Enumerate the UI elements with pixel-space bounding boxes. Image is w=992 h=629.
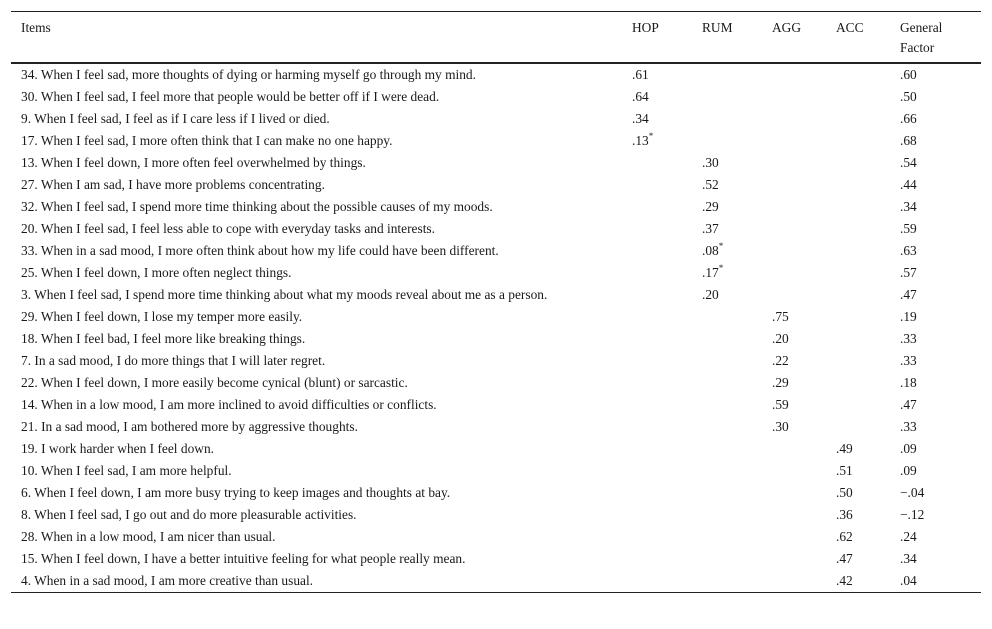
- acc-loading: [836, 571, 853, 591]
- item-text: 34. When I feel sad, more thoughts of dying or harming myself go through my mind.: [21, 67, 476, 82]
- acc-loading: [836, 505, 853, 525]
- general-value: −.12: [900, 507, 925, 522]
- table-row: [11, 64, 981, 86]
- acc-loading: [836, 527, 853, 547]
- item-text: 19. I work harder when I feel down.: [21, 441, 214, 456]
- general-value: .50: [900, 89, 917, 104]
- hop-loading: [632, 109, 649, 129]
- item-text: 25. When I feel down, I more often neglect things.: [21, 265, 292, 280]
- hop-value: .13: [632, 133, 649, 148]
- hop-value: .34: [632, 111, 649, 126]
- general-value: .60: [900, 67, 917, 82]
- header-acc: ACC: [836, 20, 864, 35]
- general-value: .19: [900, 309, 917, 324]
- rum-loading: [702, 175, 719, 195]
- item-text: 32. When I feel sad, I spend more time thinking about the possible causes of my moods.: [21, 199, 493, 214]
- general-value: .34: [900, 199, 917, 214]
- table-row: [11, 350, 981, 372]
- acc-value: .51: [836, 463, 853, 478]
- general-value: .33: [900, 331, 917, 346]
- agg-loading: [772, 329, 789, 349]
- agg-value: .20: [772, 331, 789, 346]
- rum-value: .30: [702, 155, 719, 170]
- item-text: 15. When I feel down, I have a better intuitive feeling for what people really mean.: [21, 551, 466, 566]
- table-row: [11, 526, 981, 548]
- agg-value: .75: [772, 309, 789, 324]
- significance-marker: *: [718, 263, 724, 273]
- general-loading: [900, 483, 924, 503]
- general-value: .24: [900, 529, 917, 544]
- table-body: [11, 64, 981, 592]
- table-row: [11, 108, 981, 130]
- rum-value: .52: [702, 177, 719, 192]
- acc-value: .36: [836, 507, 853, 522]
- item-text: 17. When I feel sad, I more often think that I can make no one happy.: [21, 133, 393, 148]
- table-row: [11, 130, 981, 152]
- table-row: [11, 504, 981, 526]
- agg-loading: [772, 395, 789, 415]
- general-loading: [900, 395, 917, 415]
- table-row: [11, 196, 981, 218]
- hop-value: .64: [632, 89, 649, 104]
- general-loading: [900, 307, 917, 327]
- general-loading: [900, 527, 917, 547]
- table-row: [11, 548, 981, 570]
- general-loading: [900, 241, 917, 261]
- general-value: .54: [900, 155, 917, 170]
- significance-marker: *: [718, 241, 724, 251]
- rum-value: .37: [702, 221, 719, 236]
- table-row: [11, 218, 981, 240]
- general-loading: [900, 131, 917, 151]
- item-text: 29. When I feel down, I lose my temper more easily.: [21, 309, 303, 324]
- hop-loading: [632, 131, 653, 151]
- acc-loading: [836, 439, 853, 459]
- item-text: 13. When I feel down, I more often feel overwhelmed by things.: [21, 155, 366, 170]
- item-text: 7. In a sad mood, I do more things that I will later regret.: [21, 353, 326, 368]
- general-loading: [900, 351, 917, 371]
- general-loading: [900, 197, 917, 217]
- item-text: 21. In a sad mood, I am bothered more by aggressive thoughts.: [21, 419, 358, 434]
- rum-loading: [702, 197, 719, 217]
- item-text: 18. When I feel bad, I feel more like breaking things.: [21, 331, 306, 346]
- table-row: [11, 306, 981, 328]
- general-value: .47: [900, 397, 917, 412]
- table-row: [11, 394, 981, 416]
- acc-value: .42: [836, 573, 853, 588]
- rum-value: .08: [702, 243, 719, 258]
- item-text: 33. When in a sad mood, I more often think about how my life could have been different.: [21, 243, 499, 258]
- general-value: −.04: [900, 485, 925, 500]
- item-text: 4. When in a sad mood, I am more creative than usual.: [21, 573, 314, 588]
- rum-value: .17: [702, 265, 719, 280]
- hop-loading: [632, 65, 649, 85]
- table-row: [11, 152, 981, 174]
- item-text: 20. When I feel sad, I feel less able to cope with everyday tasks and interests.: [21, 221, 435, 236]
- general-value: .34: [900, 551, 917, 566]
- general-loading: [900, 263, 917, 283]
- general-value: .04: [900, 573, 917, 588]
- agg-value: .59: [772, 397, 789, 412]
- item-text: 30. When I feel sad, I feel more that people would be better off if I were dead.: [21, 89, 440, 104]
- general-loading: [900, 417, 917, 437]
- table-row: [11, 328, 981, 350]
- table-row: [11, 262, 981, 284]
- general-value: .66: [900, 111, 917, 126]
- header-agg: AGG: [772, 20, 802, 35]
- table-row: [11, 460, 981, 482]
- header-general-factor: General Factor: [900, 20, 943, 55]
- table-row: [11, 86, 981, 108]
- general-loading: [900, 373, 917, 393]
- rum-loading: [702, 241, 723, 261]
- agg-value: .30: [772, 419, 789, 434]
- acc-value: .47: [836, 551, 853, 566]
- general-value: .33: [900, 353, 917, 368]
- item-text: 3. When I feel sad, I spend more time thinking about what my moods reveal about me as a person.: [21, 287, 548, 302]
- rum-value: .29: [702, 199, 719, 214]
- table-row: [11, 174, 981, 196]
- general-loading: [900, 153, 917, 173]
- rum-loading: [702, 153, 719, 173]
- general-value: .47: [900, 287, 917, 302]
- general-loading: [900, 87, 917, 107]
- general-value: .09: [900, 463, 917, 478]
- general-loading: [900, 461, 917, 481]
- acc-value: .50: [836, 485, 853, 500]
- table-header: [11, 12, 981, 64]
- general-value: .33: [900, 419, 917, 434]
- acc-loading: [836, 461, 853, 481]
- agg-value: .22: [772, 353, 789, 368]
- agg-loading: [772, 373, 789, 393]
- acc-loading: [836, 483, 853, 503]
- item-text: 27. When I am sad, I have more problems concentrating.: [21, 177, 325, 192]
- general-value: .44: [900, 177, 917, 192]
- table-row: [11, 284, 981, 306]
- header-items: Items: [21, 20, 51, 35]
- general-value: .09: [900, 441, 917, 456]
- general-loading: [900, 505, 924, 525]
- general-value: .57: [900, 265, 917, 280]
- general-value: .63: [900, 243, 917, 258]
- acc-value: .62: [836, 529, 853, 544]
- rum-value: .20: [702, 287, 719, 302]
- general-loading: [900, 285, 917, 305]
- general-value: .59: [900, 221, 917, 236]
- table-row: [11, 240, 981, 262]
- rum-loading: [702, 219, 719, 239]
- table-row: [11, 416, 981, 438]
- item-text: 14. When in a low mood, I am more inclined to avoid difficulties or conflicts.: [21, 397, 437, 412]
- general-loading: [900, 219, 917, 239]
- item-text: 28. When in a low mood, I am nicer than usual.: [21, 529, 276, 544]
- significance-marker: *: [648, 131, 654, 141]
- hop-value: .61: [632, 67, 649, 82]
- item-text: 8. When I feel sad, I go out and do more pleasurable activities.: [21, 507, 357, 522]
- item-text: 9. When I feel sad, I feel as if I care less if I lived or died.: [21, 111, 330, 126]
- general-loading: [900, 549, 917, 569]
- general-loading: [900, 329, 917, 349]
- general-value: .68: [900, 133, 917, 148]
- agg-loading: [772, 417, 789, 437]
- table-row: [11, 570, 981, 592]
- factor-loadings-table: [11, 11, 981, 593]
- agg-loading: [772, 307, 789, 327]
- acc-loading: [836, 549, 853, 569]
- table-row: [11, 372, 981, 394]
- acc-value: .49: [836, 441, 853, 456]
- rum-loading: [702, 285, 719, 305]
- table-row: [11, 482, 981, 504]
- item-text: 10. When I feel sad, I am more helpful.: [21, 463, 232, 478]
- header-hop: HOP: [632, 20, 659, 35]
- general-loading: [900, 439, 917, 459]
- general-loading: [900, 109, 917, 129]
- header-rum: RUM: [702, 20, 733, 35]
- general-loading: [900, 571, 917, 591]
- general-loading: [900, 175, 917, 195]
- item-text: 22. When I feel down, I more easily become cynical (blunt) or sarcastic.: [21, 375, 408, 390]
- hop-loading: [632, 87, 649, 107]
- general-value: .18: [900, 375, 917, 390]
- agg-loading: [772, 351, 789, 371]
- agg-value: .29: [772, 375, 789, 390]
- rum-loading: [702, 263, 723, 283]
- table-row: [11, 438, 981, 460]
- general-loading: [900, 65, 917, 85]
- item-text: 6. When I feel down, I am more busy trying to keep images and thoughts at bay.: [21, 485, 451, 500]
